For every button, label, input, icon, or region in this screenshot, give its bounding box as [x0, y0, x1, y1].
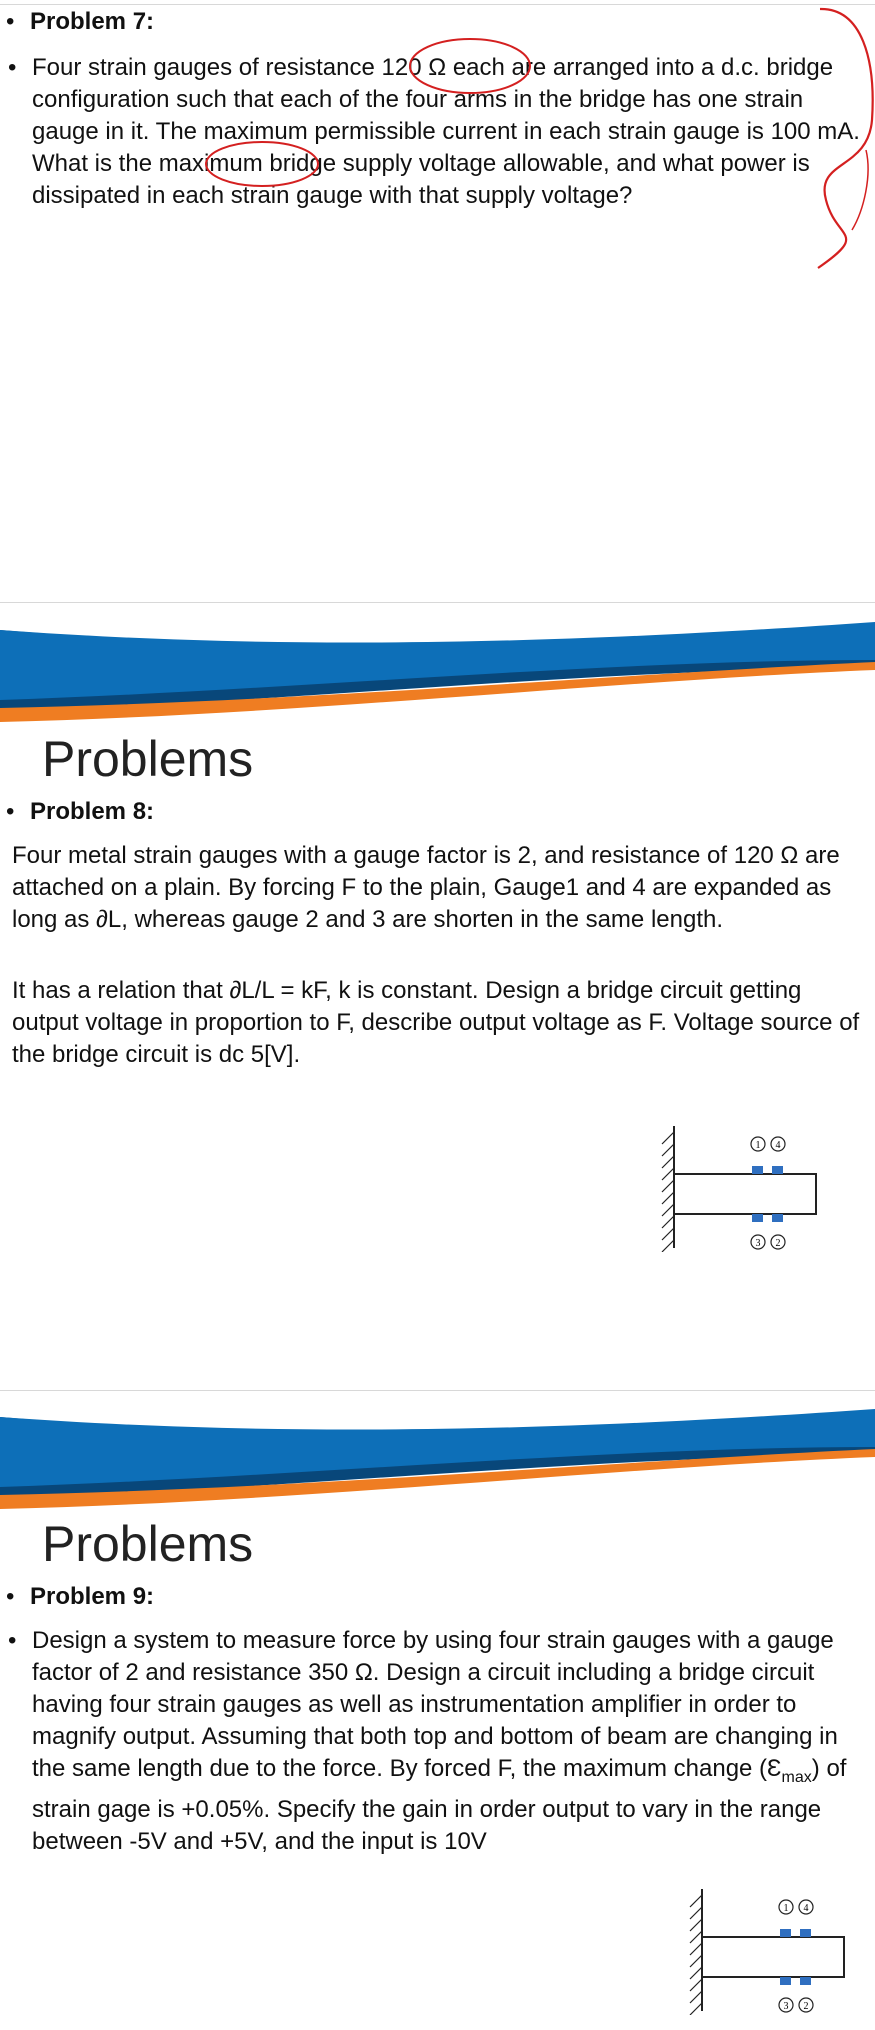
gauge-3-label: 3: [783, 2001, 789, 2012]
epsilon-max-subscript: max: [781, 1768, 812, 1786]
wall-hatching: [662, 1132, 674, 1252]
gauge-3: [752, 1214, 763, 1222]
beam: [702, 1937, 844, 1977]
gauge-1: [752, 1166, 763, 1174]
slide-problem-7: [0, 0, 875, 605]
gauge-4-label: 4: [775, 1140, 781, 1151]
problem-9-body-part-1: Design a system to measure force by using four strain gauges with a gauge factor of 2 and resistance 350 Ω. Design a circuit including a bridge circuit having four strain gauges as well as instrumentation amplifier in order to magnify output. Assuming that both top and bottom of beam are changing in the same length due to the force. By forced F, the maximum change (Ɛ: [32, 1627, 838, 1782]
slide-problem-9: [0, 1397, 875, 2030]
gauge-3: [780, 1977, 791, 1985]
problem-7-heading: • Problem 7:: [6, 8, 155, 35]
slide-banner: [0, 1397, 875, 1512]
gauge-2: [800, 1977, 811, 1985]
cantilever-beam-diagram: [648, 1122, 828, 1252]
gauge-1: [780, 1929, 791, 1937]
problem-7-text: • Four strain gauges of resistance 120 Ω each are arranged into a d.c. bridge configuration such that each of the four arms in the bridge has one strain gauge in it. The maximum permissible current in each strain gauge is 100 mA. What is the maximum bridge supply voltage allowable, and what power is dissipated in each strain gauge with that supply voltage?: [8, 54, 860, 209]
slide-banner: [0, 610, 875, 725]
gauge-4: [772, 1166, 783, 1174]
cantilever-beam-diagram: [676, 1885, 856, 2015]
gauge-4-label: 4: [803, 1903, 809, 1914]
gauge-1-label: 1: [755, 1140, 761, 1151]
slide-top-border: [0, 4, 875, 5]
wall-hatching: [690, 1895, 702, 2015]
gauge-4: [800, 1929, 811, 1937]
beam: [674, 1174, 816, 1214]
gauge-3-label: 3: [755, 1238, 761, 1249]
gauge-2-label: 2: [775, 1238, 781, 1249]
problem-9-heading: • Problem 9:: [6, 1583, 155, 1610]
slide-title: Problems: [42, 1516, 254, 1572]
problem-9-text: • Design a system to measure force by using four strain gauges with a gauge factor of 2 and resistance 350 Ω. Design a circuit including a bridge circuit having four strain gauges as well as instrumentation amplifier in order to magnify output. Assuming that both top and bottom of beam are changing in the same length due to the force. By forced F, the maximum change $(Ɛ_{max})$ of strain gage is +0.05%. Specify the gain in order output to vary in the range between -5V and +5V, and the input is 10V: [8, 1627, 847, 1855]
problem-8-heading: • Problem 8:: [6, 798, 155, 825]
gauge-2: [772, 1214, 783, 1222]
slide-problem-8: [0, 610, 875, 1392]
gauge-1-label: 1: [783, 1903, 789, 1914]
problem-7-body: Four strain gauges of resistance 120 Ω each are arranged into a d.c. bridge configuration such that each of the four arms in the bridge has one strain gauge in it. The maximum permissible current in each strain gauge is 100 mA. What is the maximum bridge supply voltage allowable, and what power is dissipated in each strain gauge with that supply voltage?: [32, 54, 860, 209]
problem-8-paragraph-2: It has a relation that ∂L/L = kF, k is constant. Design a bridge circuit getting output voltage in proportion to F, describe output voltage as F. Voltage source of the bridge circuit is dc 5[V].: [12, 977, 860, 1068]
slide-bottom-border: [0, 602, 875, 603]
problem-9-body-part-2: ) of strain gage is +0.05%. Specify the gain in order output to vary in the range between -5V and +5V, and the input is 10V: [32, 1755, 847, 1855]
problem-8-paragraph-1: Four metal strain gauges with a gauge factor is 2, and resistance of 120 Ω are attached on a plain. By forcing F to the plain, Gauge1 and 4 are expanded as long as ∂L, whereas gauge 2 and 3 are shorten in the same length.: [12, 842, 840, 933]
slide-title: Problems: [42, 731, 254, 787]
gauge-2-label: 2: [803, 2001, 809, 2012]
slide-bottom-border: [0, 1390, 875, 1391]
